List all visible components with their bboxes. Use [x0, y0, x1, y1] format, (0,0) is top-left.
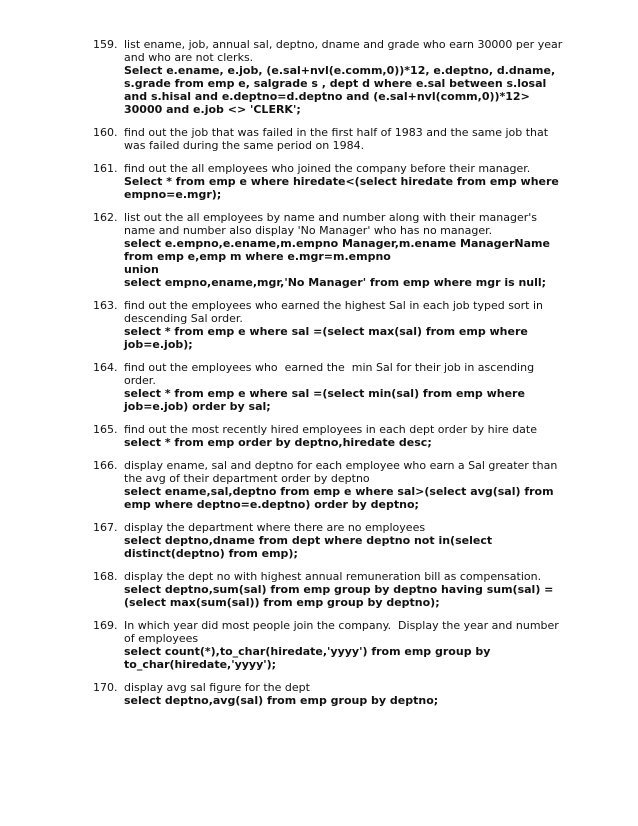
question-text: list ename, job, annual sal, deptno, dname and grade who earn 30000 per year and who are not clerks. — [124, 38, 563, 64]
question-text: display avg sal figure for the dept — [124, 681, 310, 694]
item-number: 166. — [93, 459, 118, 472]
question-text: list out the all employees by name and number along with their manager's name and number also display 'No Manager' who has no manager. — [124, 211, 538, 237]
item-number: 160. — [93, 126, 118, 139]
question-list — [93, 38, 563, 717]
item-number: 163. — [93, 299, 118, 312]
sql-answer: select deptno,avg(sal) from emp group by deptno; — [124, 694, 439, 707]
question-text: display ename, sal and deptno for each employee who earn a Sal greater than the avg of their department order by deptno — [124, 459, 558, 485]
item-body — [124, 299, 563, 351]
sql-answer: select * from emp e where sal =(select min(sal) from emp where job=e.job) order by sal; — [124, 387, 525, 413]
list-item — [93, 126, 563, 152]
item-number: 161. — [93, 162, 118, 175]
question-text: find out the most recently hired employees in each dept order by hire date — [124, 423, 537, 436]
list-item — [93, 38, 563, 116]
item-number: 162. — [93, 211, 118, 224]
item-body — [124, 361, 563, 413]
sql-answer: Select * from emp e where hiredate<(select hiredate from emp where empno=e.mgr); — [124, 175, 559, 201]
question-text: display the dept no with highest annual remuneration bill as compensation. — [124, 570, 542, 583]
question-text: find out the job that was failed in the first half of 1983 and the same job that was failed during the same period on 1984. — [124, 126, 549, 152]
item-number: 170. — [93, 681, 118, 694]
item-body — [124, 162, 563, 201]
item-body — [124, 681, 563, 707]
item-number: 164. — [93, 361, 118, 374]
item-body — [124, 38, 563, 116]
item-body — [124, 570, 563, 609]
item-number: 168. — [93, 570, 118, 583]
question-text: find out the employees who earned the highest Sal in each job typed sort in descending Sal order. — [124, 299, 544, 325]
list-item — [93, 681, 563, 707]
list-item — [93, 361, 563, 413]
item-body — [124, 521, 563, 560]
question-text: find out the all employees who joined the company before their manager. — [124, 162, 531, 175]
sql-answer: select deptno,sum(sal) from emp group by deptno having sum(sal) = (select max(sum(sal)) from emp group by deptno); — [124, 583, 554, 609]
question-text: In which year did most people join the company. Display the year and number of employees — [124, 619, 563, 645]
item-number: 167. — [93, 521, 118, 534]
item-body — [124, 459, 563, 511]
item-body — [124, 423, 563, 449]
list-item — [93, 521, 563, 560]
list-item — [93, 162, 563, 201]
sql-answer: select * from emp e where sal =(select max(sal) from emp where job=e.job); — [124, 325, 528, 351]
list-item — [93, 423, 563, 449]
item-body — [124, 619, 563, 671]
sql-answer: Select e.ename, e.job, (e.sal+nvl(e.comm,0))*12, e.deptno, d.dname, s.grade from emp e, salgrade s , dept d where e.sal between s.losal and s.hisal and e.deptno=d.deptno and (e.sal+nvl(comm,0))*12> 30000 and e.job <> 'CLERK'; — [124, 64, 556, 116]
list-item — [93, 570, 563, 609]
item-number: 165. — [93, 423, 118, 436]
list-item — [93, 211, 563, 289]
sql-answer: select e.empno,e.ename,m.empno Manager,m.ename ManagerName from emp e,emp m where e.mgr=m.empno union select empno,ename,mgr,'No Manager' from emp where mgr is null; — [124, 237, 550, 289]
list-item — [93, 619, 563, 671]
item-body — [124, 126, 563, 152]
list-item — [93, 299, 563, 351]
list-item — [93, 459, 563, 511]
question-text: find out the employees who earned the min Sal for their job in ascending order. — [124, 361, 538, 387]
item-number: 169. — [93, 619, 118, 632]
sql-answer: select ename,sal,deptno from emp e where sal>(select avg(sal) from emp where deptno=e.deptno) order by deptno; — [124, 485, 554, 511]
sql-answer: select deptno,dname from dept where deptno not in(select distinct(deptno) from emp); — [124, 534, 493, 560]
question-text: display the department where there are no employees — [124, 521, 426, 534]
sql-answer: select * from emp order by deptno,hiredate desc; — [124, 436, 432, 449]
sql-answer: select count(*),to_char(hiredate,'yyyy') from emp group by to_char(hiredate,'yyyy'); — [124, 645, 491, 671]
item-body — [124, 211, 563, 289]
item-number: 159. — [93, 38, 118, 51]
